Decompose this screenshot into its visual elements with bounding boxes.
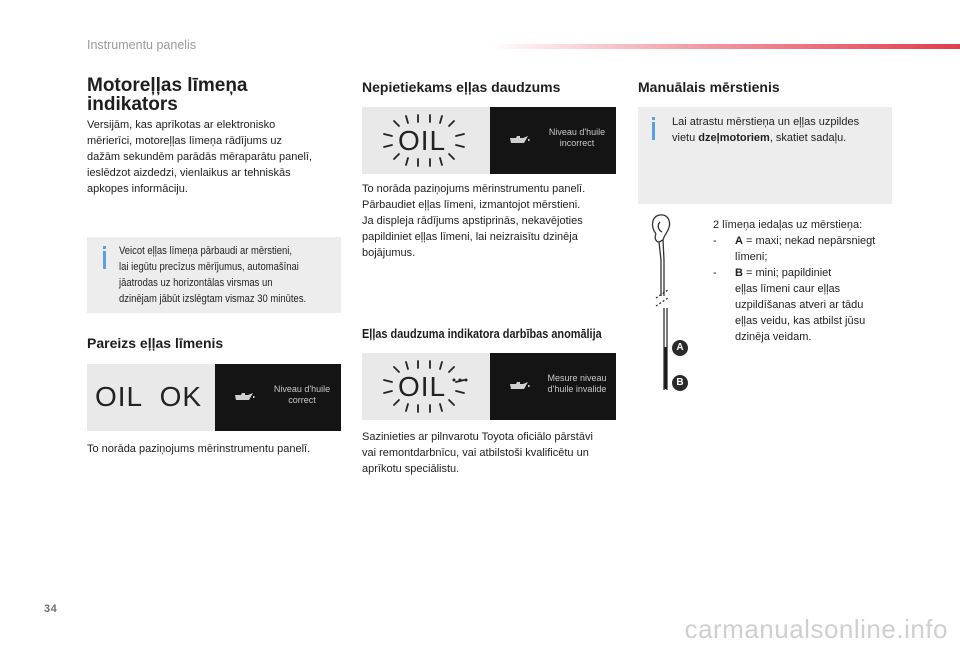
level-b-cont: eļļas veidu, kas atbilst jūsu (735, 315, 866, 327)
text-line: Sazinieties ar pilnvarotu Toyota oficiālo pārstāvi (362, 431, 593, 443)
section-title-anomaly: Eļļas daudzuma indikatora darbības anomālija (362, 326, 602, 341)
header-title: Instrumentu panelis (87, 38, 197, 52)
text-line: papildiniet eļļas līmeni, lai neizraisītu dzinēja (362, 231, 578, 243)
info-icon-dot (103, 246, 106, 249)
info-note-box (638, 107, 892, 204)
display-oil-text: OIL (398, 371, 447, 402)
page-number: 34 (44, 603, 58, 615)
note-line: Lai atrastu mērstieņa un eļļas uzpildes (672, 116, 860, 128)
text-line: Pārbaudiet eļļas līmeni, izmantojot mērstieni. (362, 199, 581, 211)
display-message-line: correct (288, 395, 316, 405)
info-icon (652, 122, 655, 140)
level-b-cont: uzpildīšanas atveri ar tādu (735, 299, 864, 311)
dipstick-icon (636, 212, 696, 397)
oil-can-icon (508, 379, 530, 397)
text-line: vai remontdarbnīcu, vai atbilstoši kvalificētu un (362, 447, 589, 459)
watermark: carmanualsonline.info (684, 614, 948, 644)
levels-intro: 2 līmeņa iedaļas uz mērstieņa: (713, 219, 863, 231)
text-line: Ja displeja rādījums apstiprinās, nekavējoties (362, 215, 583, 227)
note-line: jāatrodas uz horizontālas virsmas un (119, 277, 273, 289)
section-title-correct-level: Pareizs eļļas līmenis (87, 335, 224, 351)
level-b-cont: dzinēja veidam. (735, 331, 812, 343)
display-oil-text: OIL (398, 125, 447, 156)
intro-line: Versijām, kas aprīkotas ar elektronisko (87, 119, 276, 131)
intro-line: ieslēdzot aizdedzi, vienlaikus ar tehniskās (87, 167, 291, 179)
display-message-panel (490, 107, 616, 174)
info-icon (103, 251, 106, 269)
info-note-box (87, 237, 341, 313)
note-line: vietu dzeļmotoriem, skatiet sadaļu. (672, 132, 847, 144)
display-screen (362, 107, 490, 174)
note-line: lai iegūtu precīzus mērījumus, automašīnai (119, 261, 299, 273)
display-message-line: Niveau d'huile (548, 127, 606, 137)
page-title: Motoreļļas līmeņa indikators (87, 75, 248, 115)
column-manual-dipstick (638, 76, 892, 343)
intro-line: dažām sekundēm parādās mēraparātu panelī, (87, 151, 313, 163)
display-screen (362, 353, 490, 420)
display-message (542, 373, 612, 395)
level-a-cont: līmeni; (735, 251, 768, 263)
text-line: To norāda paziņojums mērinstrumentu panelī. (362, 183, 586, 195)
display-message (267, 384, 337, 406)
level-b: B = mini; papildiniet (735, 267, 832, 279)
display-message (542, 127, 612, 149)
info-icon-dot (652, 117, 655, 120)
oil-can-icon (233, 390, 255, 408)
note-link-engines: dzeļmotoriem (698, 132, 770, 144)
display-oil-low (362, 107, 616, 174)
display-screen (87, 364, 215, 431)
display-oil-invalid (362, 353, 616, 420)
intro-line: mērierīci, motoreļļas līmeņa rādījums uz (87, 135, 283, 147)
section-title-insufficient: Nepietiekams eļļas daudzums (362, 79, 561, 95)
list-dash: - (713, 235, 717, 247)
display-message-line: Niveau d'huile (273, 384, 331, 394)
marker-a: A (672, 340, 688, 356)
display-message-line: incorrect (559, 138, 595, 148)
display-message-panel (215, 364, 341, 431)
marker-b: B (672, 375, 688, 391)
oil-can-icon (508, 133, 530, 151)
level-b-cont: eļļas līmeni caur eļļas (735, 283, 841, 295)
column-engine-oil-indicator (87, 76, 342, 457)
text-line: aprīkotu speciālistu. (362, 463, 460, 475)
section-title-dipstick: Manuālais mērstienis (638, 79, 780, 95)
display-message-line: Mesure niveau (547, 373, 607, 383)
display-message-panel (490, 353, 616, 420)
level-a: A = maxi; nekad nepārsniegt (735, 235, 876, 247)
dipstick-illustration (636, 212, 696, 397)
display-oil-ok (87, 364, 341, 431)
note-line: dzinējam jābūt izslēgtam vismaz 30 minūtes. (119, 293, 307, 305)
column-insufficient-oil (362, 76, 617, 477)
note-line: Veicot eļļas līmeņa pārbaudi ar mērstieni, (119, 245, 293, 257)
dipstick-levels (713, 217, 898, 345)
list-dash: - (713, 267, 717, 279)
text-line: bojājumus. (362, 247, 416, 259)
header-accent-bar (490, 44, 960, 49)
display-message-line: d'huile invalide (547, 384, 607, 394)
intro-line: apkopes informāciju. (87, 183, 188, 195)
caption-correct-level: To norāda paziņojums mērinstrumentu panelī. (87, 443, 311, 455)
display-oil-ok-text: OIL OK (95, 381, 203, 412)
